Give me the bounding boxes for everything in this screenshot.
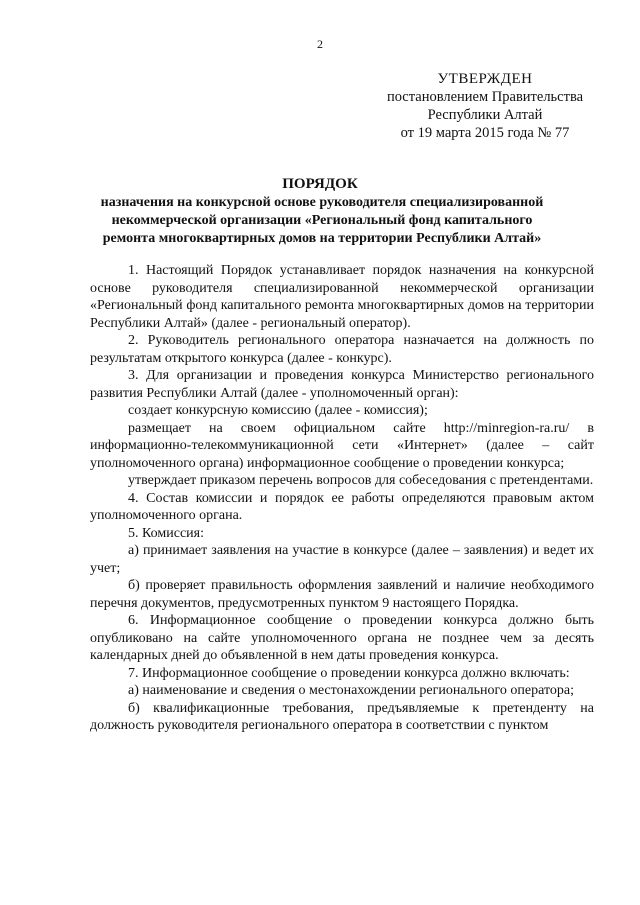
paragraph-4: 4. Состав комиссии и порядок ее работы определяются правовым актом уполномоченного органа. bbox=[90, 490, 594, 523]
paragraph-3-item-2: размещает на своем официальном сайте http://minregion-ra.ru/ в информационно-телекоммуникационной сети «Интернет» (далее – сайт уполномоченного органа) информационное сообщение о проведении конкурса; bbox=[90, 420, 594, 471]
paragraph-7-item-a: а) наименование и сведения о местонахождении регионального оператора; bbox=[128, 683, 575, 698]
paragraph-6: 6. Информационное сообщение о проведении конкурса должно быть опубликовано на сайте уполномоченного органа не позднее чем за десять календарных дней до объявленной в нем даты проведения конкурса. bbox=[90, 613, 594, 663]
page-number: 2 bbox=[317, 37, 323, 51]
paragraph-5: 5. Комиссия: bbox=[128, 525, 204, 541]
paragraph-3: 3. Для организации и проведения конкурса Министерство регионального развития Республики Алтай (далее - уполномоченный орган): bbox=[90, 368, 594, 401]
approval-line: постановлением Правительства bbox=[386, 89, 584, 105]
approval-line: Республики Алтай bbox=[427, 107, 543, 123]
document-body bbox=[90, 262, 594, 735]
paragraph-5-item-b: б) проверяет правильность оформления заявлений и наличие необходимого перечня документов, предусмотренных пунктом 9 настоящего Порядка. bbox=[90, 578, 594, 611]
approval-title: УТВЕРЖДЕН bbox=[437, 71, 533, 87]
paragraph-2: 2. Руководитель регионального оператора назначается на должность по результатам открытого конкурса (далее - конкурс). bbox=[90, 333, 594, 366]
approval-date-line: от 19 марта 2015 года № 77 bbox=[400, 125, 570, 141]
document-title: ПОРЯДОК bbox=[282, 176, 358, 192]
paragraph-3-item-1: создает конкурсную комиссию (далее - комиссия); bbox=[128, 403, 428, 418]
paragraph-5-item-a: а) принимает заявления на участие в конкурсе (далее – заявления) и ведет их учет; bbox=[90, 543, 594, 576]
paragraph-7-item-b: б) квалификационные требования, предъявляемые к претенденту на должность руководителя регионального оператора в соответствии с пунктом bbox=[90, 700, 594, 733]
approval-stamp bbox=[380, 70, 590, 142]
document-subtitle: назначения на конкурсной основе руководителя специализированной некоммерческой организации «Региональный фонд капитального ремонта многоквартирных домов на территории Республики Алтай» bbox=[100, 195, 544, 246]
paragraph-7: 7. Информационное сообщение о проведении конкурса должно включать: bbox=[128, 665, 570, 681]
paragraph-1: 1. Настоящий Порядок устанавливает порядок назначения на конкурсной основе руководителя специализированной некоммерческой организации «Региональный фонд капитального ремонта многоквартирных домов на территории Республики Алтай» (далее - региональный оператор). bbox=[90, 263, 594, 331]
paragraph-3-item-3: утверждает приказом перечень вопросов для собеседования с претендентами. bbox=[128, 473, 594, 488]
